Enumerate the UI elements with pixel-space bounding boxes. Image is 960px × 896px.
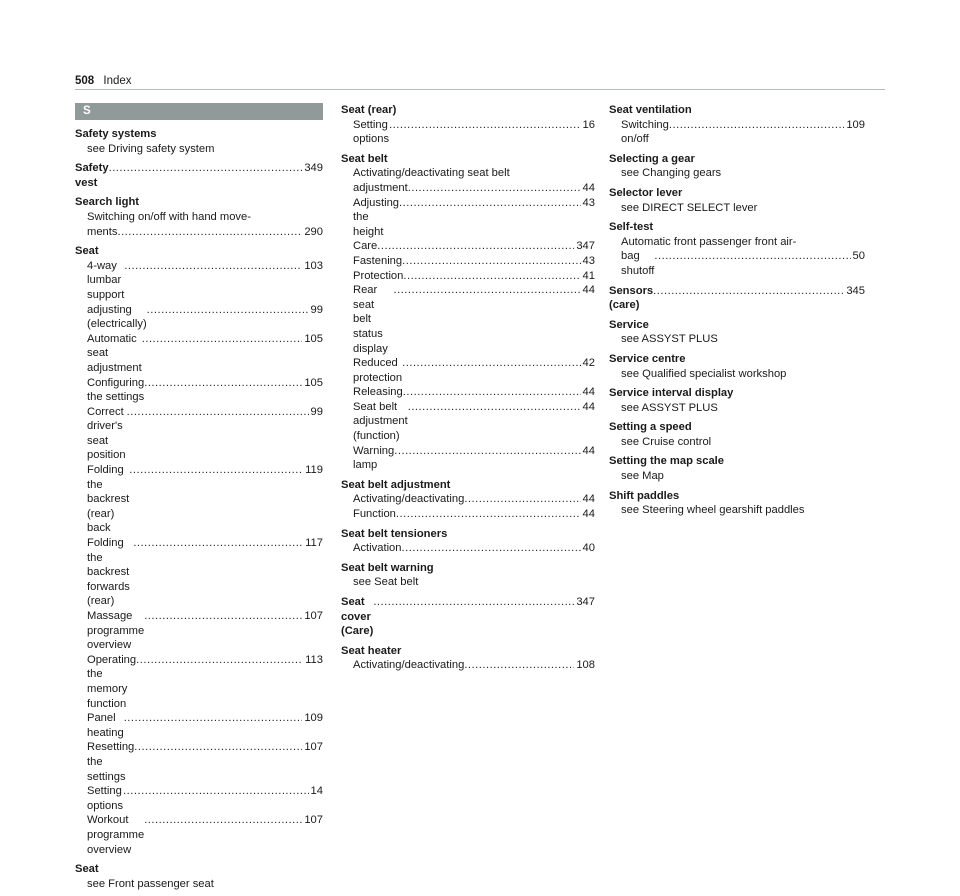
dot-leader <box>408 400 581 444</box>
subitem-text: Activating/deactivating seat belt <box>353 167 510 180</box>
subitem-text: Seat belt adjustment (function) <box>353 400 411 443</box>
subitem-text: Massage programme overview <box>87 610 148 652</box>
subitem-text: Switching on/off <box>621 118 672 146</box>
entry-heading-text: Search light <box>75 196 140 209</box>
entry-subitem[interactable] <box>341 196 595 240</box>
index-entry <box>75 244 323 857</box>
entry-subitem[interactable] <box>341 385 595 400</box>
entry-subitem[interactable] <box>75 303 323 332</box>
subitem-text: bag shutoff <box>621 250 655 277</box>
page-reference[interactable]: 99 <box>310 405 323 418</box>
entry-subitem[interactable] <box>341 400 595 444</box>
dot-leader <box>402 254 580 269</box>
dot-leader <box>394 444 580 473</box>
entry-heading <box>341 103 595 118</box>
subitem-text: Warning lamp <box>353 444 398 472</box>
index-entry <box>75 161 323 190</box>
index-entry <box>609 352 865 381</box>
page-title: Index <box>103 75 132 87</box>
subitem-text: 4-way lumbar support <box>87 259 125 301</box>
index-entry <box>609 103 865 147</box>
index-entry <box>609 386 865 415</box>
subitem-text: Folding the backrest forwards (rear) <box>87 537 134 608</box>
index-entry <box>75 127 323 156</box>
entry-heading <box>341 478 595 493</box>
dot-leader <box>133 536 303 609</box>
subitem-text: Adjusting the height <box>353 196 403 238</box>
entry-subitem[interactable] <box>341 444 595 473</box>
subitem-text: Resetting the settings <box>87 741 138 783</box>
subitem-text: Activating/deactivating <box>353 493 465 506</box>
subitem-text: see Map <box>621 470 664 483</box>
entry-heading-text: Service <box>609 318 649 331</box>
entry-heading-text: Service interval display <box>609 387 734 400</box>
entry-heading-text: Seat belt <box>341 152 388 165</box>
dot-leader <box>144 376 302 405</box>
subitem-text: adjusting (electrically) <box>87 303 147 331</box>
subitem-text: see Steering wheel gearshift paddles <box>621 504 805 517</box>
index-entry <box>609 284 865 313</box>
page-reference[interactable]: 347 <box>576 596 595 608</box>
index-entry <box>75 862 323 891</box>
entry-heading-text: Seat belt tensioners <box>341 527 448 540</box>
page-reference[interactable]: 347 <box>576 240 595 253</box>
dot-leader <box>389 118 580 147</box>
dot-leader <box>127 405 309 463</box>
subitem-text: see Cruise control <box>621 435 712 448</box>
entry-heading <box>75 862 323 877</box>
index-entry <box>609 420 865 449</box>
entry-subitem[interactable] <box>75 259 323 303</box>
entry-heading-text: Seat belt warning <box>341 561 434 574</box>
page-reference[interactable]: 44 <box>582 508 595 521</box>
subitem-text: Activating/deactivating <box>353 659 465 672</box>
entry-subitem[interactable] <box>341 254 595 269</box>
index-entry <box>341 478 595 522</box>
entry-subitem[interactable] <box>75 609 323 653</box>
entry-subitem[interactable] <box>75 813 323 857</box>
letter-heading: S <box>75 103 323 120</box>
page-reference[interactable]: 109 <box>846 118 865 131</box>
subitem-text: see Changing gears <box>621 167 722 180</box>
index-entry <box>609 318 865 347</box>
dot-leader <box>134 740 302 784</box>
page-reference[interactable]: 43 <box>582 196 595 209</box>
subitem-text: Setting options <box>353 118 391 146</box>
entry-heading <box>75 244 323 259</box>
entry-heading <box>609 352 865 367</box>
page-reference[interactable]: 345 <box>846 284 865 297</box>
subitem-text: Care <box>353 240 378 253</box>
entry-subitem[interactable] <box>75 463 323 536</box>
entry-subitem[interactable] <box>75 225 323 240</box>
page-reference[interactable]: 107 <box>304 741 323 754</box>
page-reference[interactable]: 41 <box>582 269 595 282</box>
entry-heading-text: Seat belt adjustment <box>341 478 451 491</box>
entry-subitem <box>75 142 323 157</box>
page-reference[interactable]: 290 <box>304 225 323 238</box>
page-reference[interactable]: 14 <box>310 785 323 798</box>
page-reference[interactable]: 44 <box>582 493 595 506</box>
entry-subitem <box>341 166 595 181</box>
page-reference[interactable]: 105 <box>304 376 323 389</box>
entry-subitem <box>609 235 865 250</box>
entry-heading <box>609 186 865 201</box>
dot-leader <box>403 385 581 400</box>
entry-subitem[interactable] <box>75 376 323 405</box>
entry-heading <box>341 152 595 167</box>
page-reference[interactable]: 119 <box>305 464 323 477</box>
page-reference[interactable]: 105 <box>304 332 323 345</box>
entry-subitem[interactable] <box>75 653 323 711</box>
subitem-text: see ASSYST PLUS <box>621 333 718 346</box>
entry-heading <box>341 561 595 576</box>
dot-leader <box>408 181 581 196</box>
index-entry <box>609 489 865 518</box>
page-reference[interactable]: 40 <box>582 542 595 555</box>
page-reference[interactable]: 113 <box>305 653 323 666</box>
index-column-3 <box>609 103 865 523</box>
subitem-text: Activation <box>353 542 402 555</box>
entry-subitem[interactable] <box>341 181 595 196</box>
dot-leader <box>654 249 850 278</box>
entry-heading <box>75 195 323 210</box>
entry-heading <box>75 161 323 190</box>
entry-heading-text: Service centre <box>609 352 686 365</box>
page-reference[interactable]: 107 <box>304 610 323 622</box>
dot-leader <box>129 463 303 536</box>
entry-heading-text: Shift paddles <box>609 489 680 502</box>
subitem-text: see ASSYST PLUS <box>621 401 718 414</box>
page-reference[interactable]: 16 <box>582 118 595 131</box>
entry-subitem[interactable] <box>75 332 323 376</box>
entry-heading <box>609 489 865 504</box>
dot-leader <box>403 269 580 284</box>
entry-heading-text: Seat <box>75 863 99 876</box>
page-reference[interactable]: 50 <box>852 250 865 263</box>
index-entry <box>341 152 595 473</box>
entry-heading <box>75 127 323 142</box>
subitem-text: Fastening <box>353 254 403 267</box>
dot-leader <box>393 283 580 356</box>
dot-leader <box>144 609 302 653</box>
subitem-text: see Seat belt <box>353 576 419 589</box>
entry-heading <box>341 527 595 542</box>
entry-heading-text: Seat <box>75 245 99 258</box>
subitem-text: Folding the backrest (rear) back <box>87 464 133 535</box>
index-entry <box>341 595 595 639</box>
entry-subitem[interactable] <box>341 507 595 522</box>
entry-heading-text: Seat (rear) <box>341 104 397 116</box>
entry-heading <box>609 152 865 167</box>
page-reference[interactable]: 107 <box>304 814 323 827</box>
subitem-text: see Front passenger seat <box>87 877 214 890</box>
page-reference[interactable]: 103 <box>304 259 323 272</box>
page-reference[interactable]: 44 <box>582 181 595 194</box>
index-column-2 <box>341 103 595 678</box>
dot-leader <box>147 303 309 332</box>
index-entry <box>75 195 323 239</box>
entry-subitem[interactable] <box>341 356 595 385</box>
entry-subitem <box>609 401 865 416</box>
page-reference[interactable]: 108 <box>576 659 595 672</box>
entry-subitem <box>609 503 865 518</box>
entry-subitem[interactable] <box>341 492 595 507</box>
entry-heading-text: Self-test <box>609 221 654 234</box>
subitem-text: Correct driver's seat position <box>87 405 127 462</box>
entry-subitem <box>609 332 865 347</box>
subitem-text: ments <box>87 225 118 238</box>
subitem-text: Switching on/off with hand move- <box>87 210 251 223</box>
entry-heading-text: Safety vest <box>75 162 112 189</box>
entry-subitem[interactable] <box>609 118 865 147</box>
dot-leader <box>109 161 303 190</box>
page-reference[interactable]: 109 <box>304 712 323 725</box>
page-reference[interactable]: 44 <box>582 444 595 457</box>
entry-heading-text: Seat cover (Care) <box>341 596 374 638</box>
entry-subitem <box>609 469 865 484</box>
subitem-text: see Driving safety system <box>87 142 215 155</box>
entry-subitem[interactable] <box>341 541 595 556</box>
page-reference[interactable]: 43 <box>582 254 595 267</box>
dot-leader <box>136 653 303 711</box>
entry-subitem <box>609 367 865 382</box>
subitem-text: see Qualified specialist workshop <box>621 367 787 380</box>
subitem-text: Configuring the settings <box>87 376 148 404</box>
dot-leader <box>123 784 308 813</box>
index-entry <box>609 454 865 483</box>
dot-leader <box>124 711 303 740</box>
header-divider <box>75 89 885 90</box>
dot-leader <box>464 658 574 673</box>
subitem-text: Rear seat belt status display <box>353 284 388 355</box>
entry-heading-text: Seat heater <box>341 644 402 657</box>
entry-heading <box>609 386 865 401</box>
dot-leader <box>402 356 580 385</box>
subitem-text: Workout programme overview <box>87 814 148 856</box>
subitem-text: Operating the memory function <box>87 653 140 710</box>
subitem-text: Protection <box>353 269 404 282</box>
entry-subitem[interactable] <box>341 658 595 673</box>
entry-subitem <box>75 877 323 892</box>
entry-subitem <box>609 166 865 181</box>
dot-leader <box>142 332 303 376</box>
entry-heading-text: Safety systems <box>75 128 157 140</box>
index-entry <box>341 103 595 147</box>
dot-leader <box>464 492 580 507</box>
dot-leader <box>377 239 574 254</box>
subitem-text: Releasing <box>353 386 403 399</box>
page-number: 508 <box>75 75 95 87</box>
entry-subitem[interactable] <box>75 711 323 740</box>
entry-subitem <box>75 210 323 225</box>
entry-heading-text: Setting a speed <box>609 421 692 434</box>
subitem-text: adjustment <box>353 181 408 194</box>
page-header <box>75 74 132 89</box>
dot-leader <box>144 813 302 857</box>
page-reference[interactable]: 44 <box>582 386 595 399</box>
entry-subitem <box>609 435 865 450</box>
page-reference[interactable]: 99 <box>310 303 323 316</box>
subitem-text: Setting options <box>87 785 125 812</box>
entry-heading <box>609 454 865 469</box>
index-entry <box>341 527 595 556</box>
page-reference[interactable]: 44 <box>582 284 595 297</box>
entry-heading <box>341 595 595 639</box>
dot-leader <box>399 196 581 240</box>
page-reference[interactable]: 42 <box>582 357 595 370</box>
entry-heading-text: Seat ventilation <box>609 104 692 116</box>
dot-leader <box>124 259 302 303</box>
entry-subitem[interactable] <box>341 283 595 356</box>
entry-subitem <box>609 201 865 216</box>
page-reference[interactable]: 44 <box>582 400 595 413</box>
page-reference[interactable]: 117 <box>305 537 323 550</box>
subitem-text: Function <box>353 508 396 521</box>
entry-subitem[interactable] <box>75 740 323 784</box>
entry-subitem[interactable] <box>341 239 595 254</box>
entry-subitem[interactable] <box>75 536 323 609</box>
subitem-text: Automatic front passenger front air- <box>621 235 797 248</box>
index-entry <box>609 152 865 181</box>
entry-subitem[interactable] <box>609 249 865 278</box>
index-column-1 <box>75 103 323 896</box>
dot-leader <box>396 507 581 522</box>
entry-heading <box>609 103 865 118</box>
entry-heading <box>341 644 595 659</box>
entry-subitem[interactable] <box>75 405 323 463</box>
subitem-text: see DIRECT SELECT lever <box>621 201 758 214</box>
entry-heading <box>609 284 865 313</box>
dot-leader <box>373 595 574 639</box>
subitem-text: Automatic seat adjustment <box>87 332 142 374</box>
index-entry <box>341 644 595 673</box>
dot-leader <box>402 541 581 556</box>
entry-subitem <box>341 575 595 590</box>
subitem-text: Reduced protection <box>353 357 403 384</box>
entry-subitem[interactable] <box>341 118 595 147</box>
index-entry <box>341 561 595 590</box>
page-reference[interactable]: 349 <box>304 162 323 175</box>
entry-heading-text: Setting the map scale <box>609 455 725 468</box>
entry-heading-text: Sensors (care) <box>609 284 657 312</box>
entry-heading <box>609 220 865 235</box>
entry-heading <box>609 318 865 333</box>
subitem-text: Panel heating <box>87 712 124 739</box>
entry-subitem[interactable] <box>341 269 595 284</box>
entry-heading-text: Selector lever <box>609 186 683 199</box>
entry-heading-text: Selecting a gear <box>609 152 695 165</box>
index-entry <box>609 220 865 278</box>
index-entry <box>609 186 865 215</box>
dot-leader <box>117 225 302 240</box>
dot-leader <box>653 284 844 313</box>
dot-leader <box>669 118 844 147</box>
entry-heading <box>609 420 865 435</box>
entry-subitem[interactable] <box>75 784 323 813</box>
